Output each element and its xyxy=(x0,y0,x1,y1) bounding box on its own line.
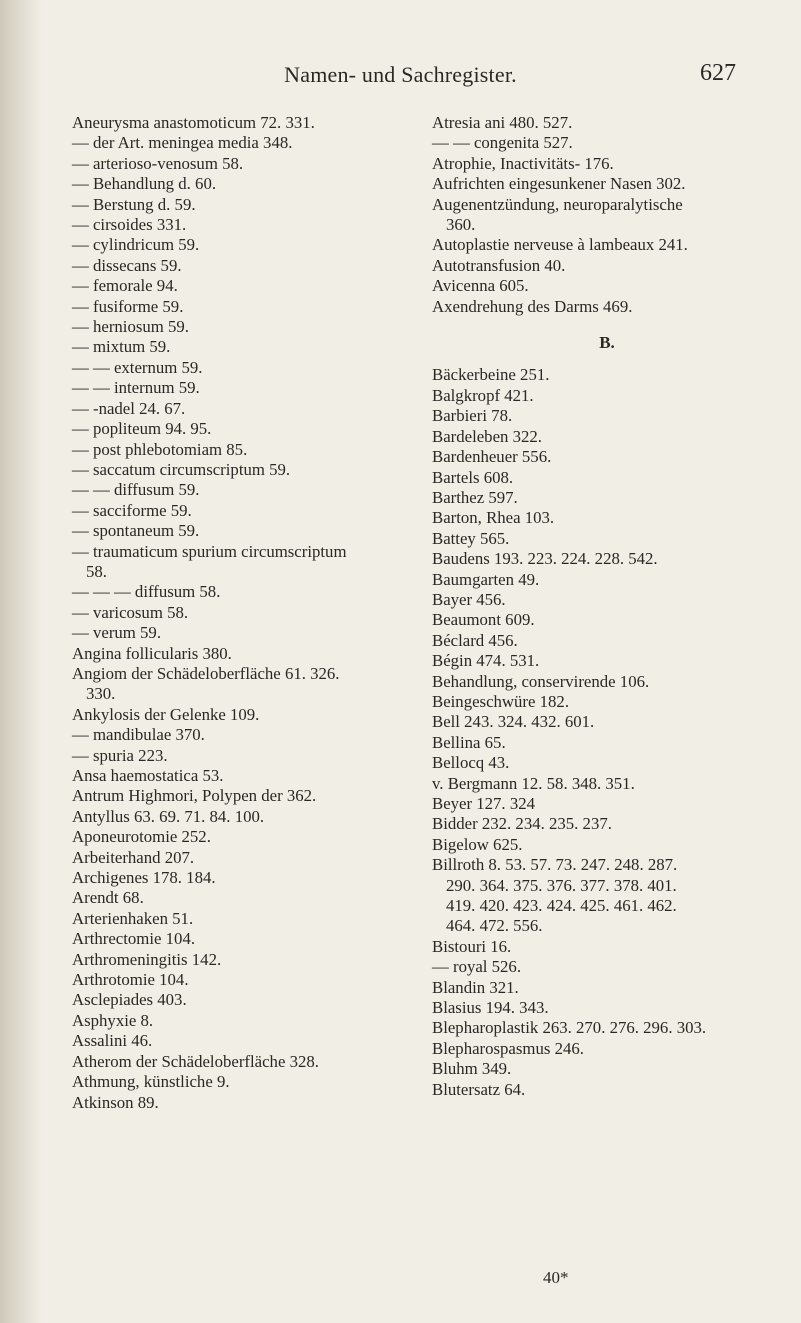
signature-mark: 40* xyxy=(543,1268,569,1287)
index-entry: Bäckerbeine 251. xyxy=(432,365,550,385)
index-entry: Arthrotomie 104. xyxy=(72,970,189,990)
index-entry: Barthez 597. xyxy=(432,487,518,507)
index-entry: — mixtum 59. xyxy=(72,337,171,357)
section-heading-b: B. xyxy=(599,333,615,353)
index-entry: Blandin 321. xyxy=(432,977,519,997)
index-entry: Bartels 608. xyxy=(432,467,514,487)
index-entry: Ansa haemostatica 53. xyxy=(72,766,224,785)
index-entry: Aponeurotomie 252. xyxy=(72,827,211,847)
index-entry-continuation: 464. 472. 556. xyxy=(446,916,543,936)
index-column-right xyxy=(432,113,782,1100)
index-entry: Blasius 194. 343. xyxy=(432,998,549,1018)
index-entry: Autotransfusion 40. xyxy=(432,255,566,275)
index-entry: Antyllus 63. 69. 71. 84. 100. xyxy=(72,806,265,826)
index-entry: — popliteum 94. 95. xyxy=(72,419,212,439)
index-entry-continuation: 58. xyxy=(86,561,107,581)
page-binding-shadow xyxy=(0,0,42,1323)
index-entry: — herniosum 59. xyxy=(72,317,189,337)
index-entry: Bellina 65. xyxy=(432,732,506,752)
index-entry: Battey 565. xyxy=(432,528,510,548)
index-entry-continuation: 330. xyxy=(86,684,116,704)
index-entry: Bluhm 349. xyxy=(432,1059,512,1079)
index-entry: Arterienhaken 51. xyxy=(72,908,194,928)
index-section-b xyxy=(432,365,782,1100)
index-entry-continuation: 290. 364. 375. 376. 377. 378. 401. xyxy=(446,875,677,895)
index-entry: Atherom der Schädeloberfläche 328. xyxy=(72,1051,319,1071)
index-entry: — royal 526. xyxy=(432,957,522,977)
index-entry: Atrophie, Inactivitäts- 176. xyxy=(432,153,614,173)
index-entry: Arthromeningitis 142. xyxy=(72,949,222,969)
index-entry-continuation: 360. xyxy=(446,215,476,235)
index-entry: Bistouri 16. xyxy=(432,936,512,956)
index-entry: Assalini 46. xyxy=(72,1031,153,1051)
index-entry: Augenentzündung, neuroparalytische xyxy=(432,194,683,214)
index-entry-continuation: 419. 420. 423. 424. 425. 461. 462. xyxy=(446,896,677,916)
index-entry: — — internum 59. xyxy=(72,378,200,398)
page-number: 627 xyxy=(700,60,736,86)
index-entry: Béclard 456. xyxy=(432,630,518,650)
index-entry: Aneurysma anastomoticum 72. 331. xyxy=(72,113,315,132)
index-entry: Balgkropf 421. xyxy=(432,385,534,405)
index-entry: v. Bergmann 12. 58. 348. 351. xyxy=(432,773,635,793)
running-header-title: Namen- und Sachregister. xyxy=(284,62,517,87)
index-entry: Autoplastie nerveuse à lambeaux 241. xyxy=(432,235,688,255)
index-entry: Avicenna 605. xyxy=(432,276,529,296)
index-entry: Atkinson 89. xyxy=(72,1092,159,1112)
index-entry: Angina follicularis 380. xyxy=(72,643,232,663)
index-section-a-continued xyxy=(432,113,782,317)
index-entry: — arterioso-venosum 58. xyxy=(72,153,244,173)
index-entry: — cirsoides 331. xyxy=(72,215,187,235)
index-entry: — saccatum circumscriptum 59. xyxy=(72,459,291,479)
index-entry: — — congenita 527. xyxy=(432,133,573,153)
index-entry: Angiom der Schädeloberfläche 61. 326. xyxy=(72,663,340,683)
index-entry: — sacciforme 59. xyxy=(72,500,192,520)
index-entry: Blutersatz 64. xyxy=(432,1079,526,1099)
index-entry: Bardeleben 322. xyxy=(432,426,542,446)
index-entry: — spontaneum 59. xyxy=(72,521,200,541)
index-entry: Beaumont 609. xyxy=(432,610,535,630)
index-entry: Asclepiades 403. xyxy=(72,990,187,1010)
index-entry: Atresia ani 480. 527. xyxy=(432,113,573,132)
index-entry: — mandibulae 370. xyxy=(72,725,205,745)
index-entry: — femorale 94. xyxy=(72,276,178,296)
index-entry: Bardenheuer 556. xyxy=(432,447,552,467)
index-entry: — Berstung d. 59. xyxy=(72,194,196,214)
index-entry: Arbeiterhand 207. xyxy=(72,847,195,867)
index-entry: — dissecans 59. xyxy=(72,255,182,275)
index-entry: Beingeschwüre 182. xyxy=(432,691,570,711)
index-entry: — Behandlung d. 60. xyxy=(72,174,217,194)
index-entry: — — externum 59. xyxy=(72,357,203,377)
index-entry: — varicosum 58. xyxy=(72,602,189,622)
index-entry: Athmung, künstliche 9. xyxy=(72,1072,230,1092)
index-entry: — — — diffusum 58. xyxy=(72,582,221,602)
index-entry: — post phlebotomiam 85. xyxy=(72,439,248,459)
index-entry: — cylindricum 59. xyxy=(72,235,200,255)
index-entry: Blepharoplastik 263. 270. 276. 296. 303. xyxy=(432,1018,707,1038)
index-entry: Baudens 193. 223. 224. 228. 542. xyxy=(432,549,658,569)
index-entry: Barton, Rhea 103. xyxy=(432,508,555,528)
index-entry: — der Art. meningea media 348. xyxy=(72,133,293,153)
index-entry: Billroth 8. 53. 57. 73. 247. 248. 287. xyxy=(432,855,678,875)
index-entry: — -nadel 24. 67. xyxy=(72,398,186,418)
index-entry: — spuria 223. xyxy=(72,745,168,765)
index-entry: Blepharospasmus 246. xyxy=(432,1038,584,1058)
index-entry: Ankylosis der Gelenke 109. xyxy=(72,704,260,724)
index-entry: — fusiforme 59. xyxy=(72,296,184,316)
index-entry: Bidder 232. 234. 235. 237. xyxy=(432,814,612,834)
index-entry: Baumgarten 49. xyxy=(432,569,540,589)
index-entry: — traumaticum spurium circumscriptum xyxy=(72,541,347,561)
index-entry: Bégin 474. 531. xyxy=(432,651,540,671)
index-entry: Bell 243. 324. 432. 601. xyxy=(432,712,595,732)
index-entry: Arthrectomie 104. xyxy=(72,929,196,949)
index-entry: Axendrehung des Darms 469. xyxy=(432,296,633,316)
index-entry: Asphyxie 8. xyxy=(72,1010,154,1030)
index-entry: Bigelow 625. xyxy=(432,834,523,854)
index-column-left xyxy=(72,113,412,1113)
index-entry: Bellocq 43. xyxy=(432,753,510,773)
index-entry: Beyer 127. 324 xyxy=(432,794,535,813)
index-entry: Barbieri 78. xyxy=(432,406,513,426)
index-entry: Arendt 68. xyxy=(72,888,144,908)
index-entry: Archigenes 178. 184. xyxy=(72,868,216,888)
index-entry: Bayer 456. xyxy=(432,589,506,609)
index-entry: Aufrichten eingesunkener Nasen 302. xyxy=(432,174,686,194)
index-entry: Behandlung, conservirende 106. xyxy=(432,671,650,691)
index-entry: Antrum Highmori, Polypen der 362. xyxy=(72,786,317,806)
index-entry: — — diffusum 59. xyxy=(72,480,200,500)
index-entry: — verum 59. xyxy=(72,623,162,643)
